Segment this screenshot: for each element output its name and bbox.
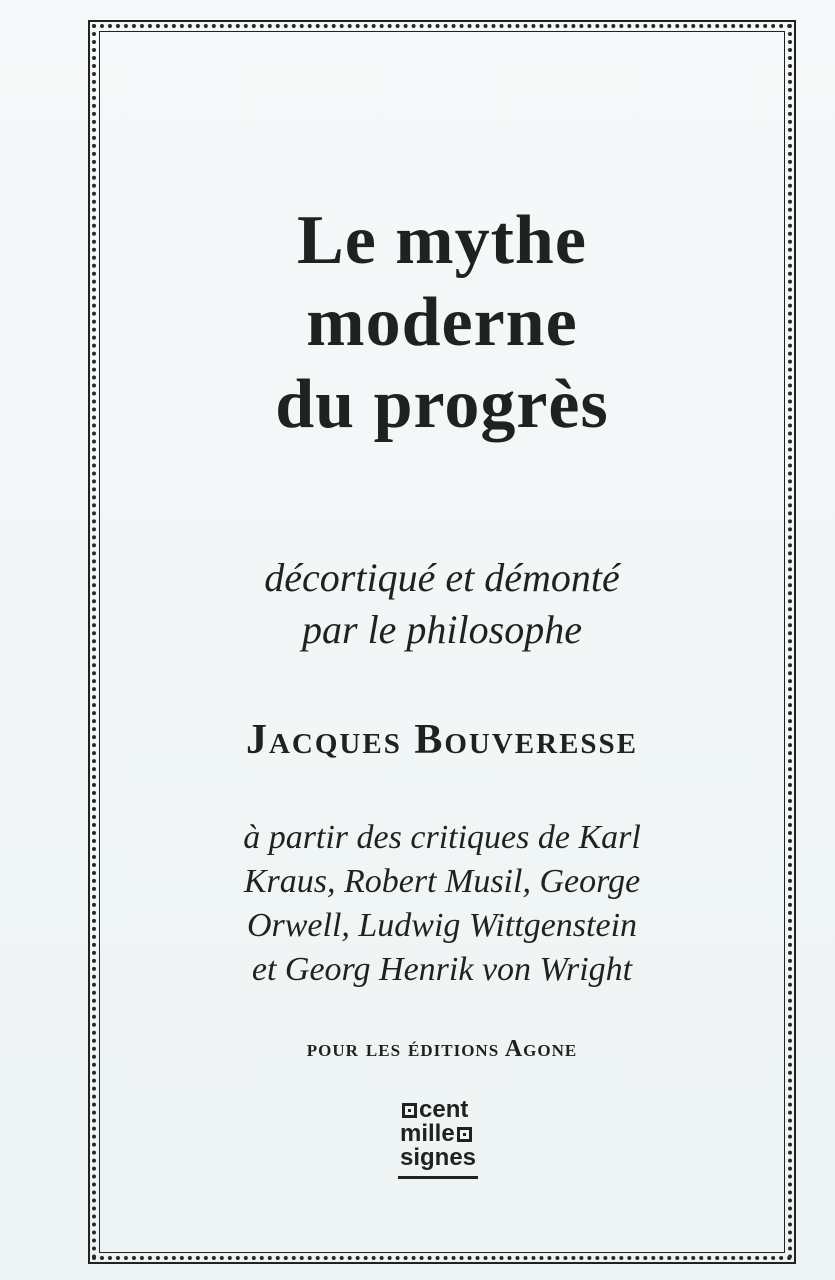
critics-text [100,816,784,992]
subtitle-line: décortiqué et démonté [264,555,620,600]
square-icon [402,1103,417,1118]
title-line: moderne [306,284,578,361]
author-name: Jacques Bouveresse [245,717,639,763]
publisher-logo [394,1096,484,1182]
logo-underline [398,1176,478,1179]
logo-row [400,1098,468,1122]
book-title [100,200,784,446]
logo-row [400,1146,476,1170]
logo-word: mille [400,1120,455,1147]
book-subtitle [100,552,784,656]
publisher-line: pour les éditions Agone [306,1036,578,1062]
title-line: du progrès [275,366,609,443]
critics-line: Orwell, Ludwig Wittgenstein [246,907,638,944]
square-icon [457,1127,472,1142]
title-line: Le mythe [297,202,587,279]
cover-content [100,32,784,1252]
critics-line: Kraus, Robert Musil, George [243,863,641,900]
logo-word: cent [419,1096,469,1123]
critics-line: à partir des critiques de Karl [243,819,641,856]
logo-word: signes [400,1144,477,1171]
subtitle-line: par le philosophe [302,607,582,652]
critics-line: et Georg Henrik von Wright [251,951,633,988]
logo-row [400,1122,474,1146]
